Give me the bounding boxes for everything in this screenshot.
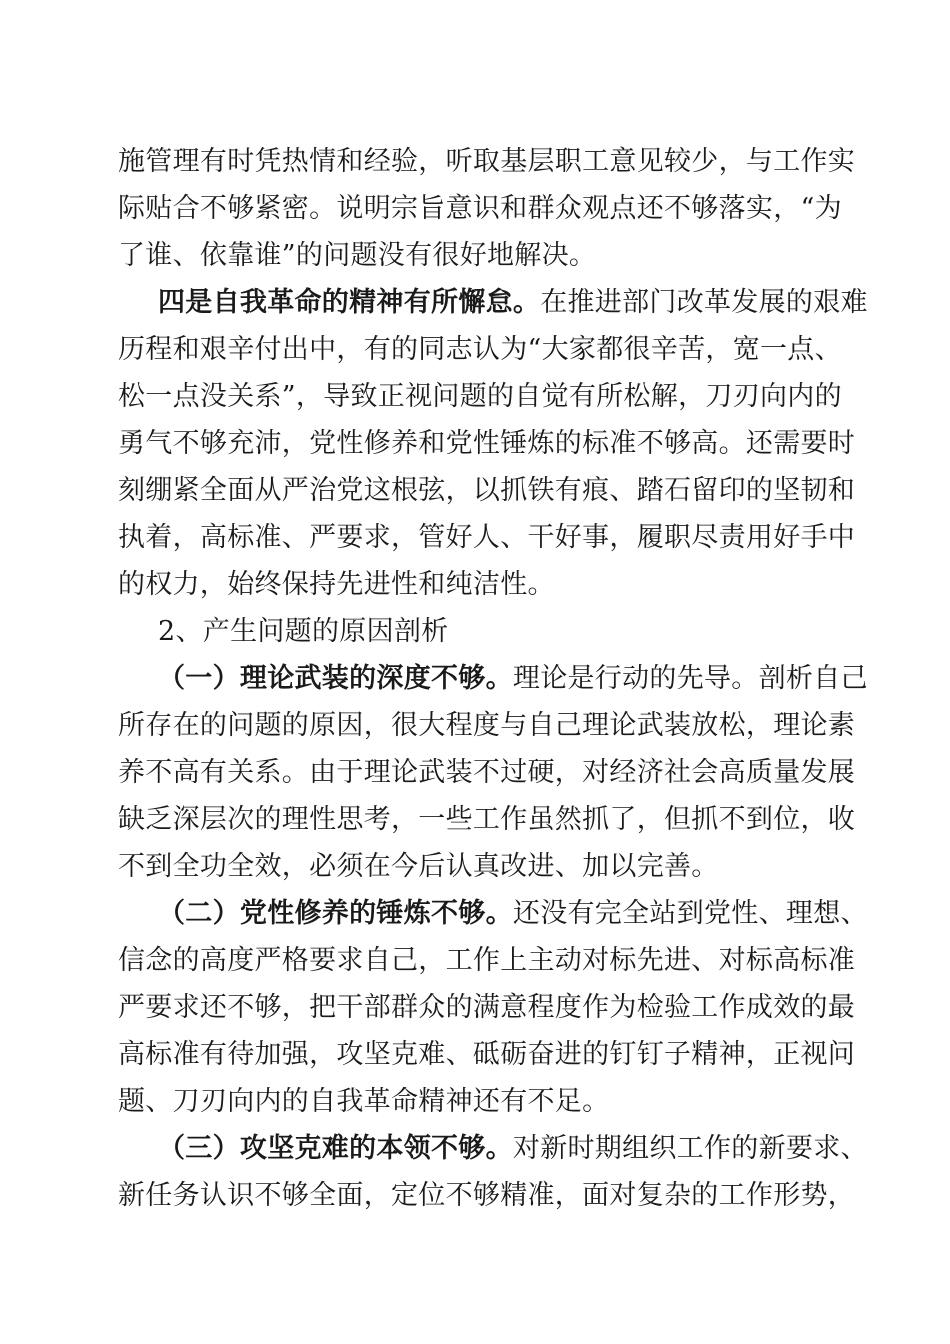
paragraph-3 bbox=[118, 608, 828, 655]
text-line: 信念的高度严格要求自己，工作上主动对标先进、对标高标准 bbox=[118, 945, 856, 976]
text-line: 养不高有关系。由于理论武装不过硬，对经济社会高质量发展 bbox=[118, 757, 856, 788]
paragraph-2 bbox=[118, 279, 868, 608]
text-line bbox=[118, 655, 868, 702]
document-page bbox=[118, 138, 868, 1219]
text-line: 松一点没关系”，导致正视问题的自觉有所松解，刀刃向内的 bbox=[118, 381, 842, 412]
text-line: 刻绷紧全面从严治党这根弦，以抓铁有痕、踏石留印的坚韧和 bbox=[118, 475, 856, 506]
paragraph-5 bbox=[118, 890, 868, 1125]
text-run: 在推进部门改革发展的艰难 bbox=[540, 287, 868, 318]
paragraph-heading: （二）党性修养的锤炼不够。 bbox=[158, 898, 513, 929]
text-line: 历程和艰辛付出中，有的同志认为“大家都很辛苦，宽一点、 bbox=[118, 334, 842, 365]
paragraph-4 bbox=[118, 655, 868, 890]
text-line: 严要求还不够，把干部群众的满意程度作为检验工作成效的最 bbox=[118, 992, 856, 1023]
paragraph-heading: （一）理论武装的深度不够。 bbox=[158, 663, 513, 694]
text-line: 缺乏深层次的理性思考，一些工作虽然抓了，但抓不到位，收 bbox=[118, 804, 856, 835]
text-run: 对新时期组织工作的新要求、 bbox=[512, 1133, 868, 1164]
text-line: 高标准有待加强，攻坚克难、砥砺奋进的钉钉子精神，正视问 bbox=[118, 1039, 856, 1070]
paragraph-1 bbox=[118, 138, 856, 279]
section-heading: 2、产生问题的原因剖析 bbox=[158, 616, 449, 647]
text-line bbox=[118, 1125, 868, 1172]
text-line bbox=[118, 279, 868, 326]
text-line: 所存在的问题的原因，很大程度与自己理论武装放松，理论素 bbox=[118, 710, 856, 741]
paragraph-heading: 四是自我革命的精神有所懈怠。 bbox=[158, 287, 541, 318]
text-line: 的权力，始终保持先进性和纯洁性。 bbox=[118, 569, 555, 600]
paragraph-6 bbox=[118, 1125, 868, 1219]
text-line: 了谁、依靠谁”的问题没有很好地解决。 bbox=[118, 240, 597, 271]
text-run: 理论是行动的先导。剖析自己 bbox=[512, 663, 868, 694]
text-line: 不到全功全效，必须在今后认真改进、加以完善。 bbox=[118, 851, 719, 882]
text-line: 执着，高标准、严要求，管好人、干好事，履职尽责用好手中 bbox=[118, 522, 856, 553]
text-line: 施管理有时凭热情和经验，听取基层职工意见较少，与工作实 bbox=[118, 146, 856, 177]
text-line bbox=[118, 890, 868, 937]
text-run: 还没有完全站到党性、理想、 bbox=[512, 898, 868, 929]
text-line: 新任务认识不够全面，定位不够精准，面对复杂的工作形势， bbox=[118, 1180, 856, 1211]
text-line: 题、刀刃向内的自我革命精神还有不足。 bbox=[118, 1086, 610, 1117]
text-line: 际贴合不够紧密。说明宗旨意识和群众观点还不够落实，“为 bbox=[118, 193, 842, 224]
paragraph-heading: （三）攻坚克难的本领不够。 bbox=[158, 1133, 513, 1164]
text-line: 勇气不够充沛，党性修养和党性锤炼的标准不够高。还需要时 bbox=[118, 428, 856, 459]
